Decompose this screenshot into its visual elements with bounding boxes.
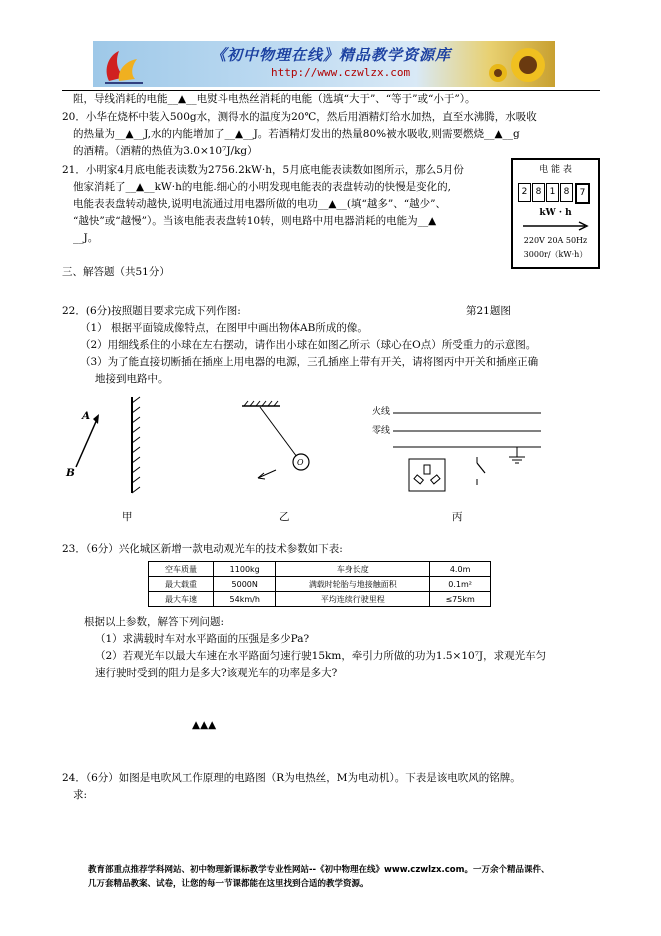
q24-line2: 求: — [73, 789, 88, 801]
q22-stem: 22．(6分)按照题目要求完成下列作图: — [62, 305, 241, 317]
caption-jia: 甲 — [122, 511, 133, 523]
banner-title: 《初中物理在线》精品教学资源库 — [211, 46, 452, 64]
table-cell: 54km/h — [214, 592, 276, 607]
table-cell: ≤75km — [430, 592, 491, 607]
caption-bing: 丙 — [452, 511, 463, 523]
meter-digit: 2 — [518, 183, 531, 202]
table-cell: 最大车速 — [149, 592, 214, 607]
footer-line2: 几万套精品教案、试卷，让您的每一节课都能在这里找到合适的教学资源。 — [88, 879, 369, 889]
q20-line2: 的热量为__▲__J,水的内能增加了__▲__J。若酒精灯发出的热量80%被水吸收,则需要燃烧__▲__g — [73, 128, 520, 140]
logo-icon — [99, 45, 147, 85]
footer — [88, 863, 549, 891]
table-row — [149, 577, 491, 592]
table-cell: 空车质量 — [149, 562, 214, 577]
table-cell: 1100kg — [214, 562, 276, 577]
meter-disc-arrow-icon — [521, 220, 591, 232]
caption-yi: 乙 — [279, 511, 290, 523]
q23-part2-line1: （2）若观光车以最大车速在水平路面匀速行驶15km，牵引力所做的功为1.5×10⁷J，求观光车匀 — [95, 650, 547, 662]
table-cell: 4.0m — [430, 562, 491, 577]
header-rule — [62, 90, 600, 91]
meter-digit: 1 — [546, 183, 559, 202]
table-row — [149, 562, 491, 577]
q23-part2-line2: 速行驶时受到的阻力是多大?该观光车的功率是多大? — [95, 667, 338, 679]
q21-line2: 他家消耗了__▲__kW·h的电能.细心的小明发现电能表的表盘转动的快慢是变化的, — [73, 181, 452, 193]
energy-meter-figure — [511, 158, 600, 269]
meter-spec2: 3000r/（kW·h） — [523, 250, 588, 259]
q19-continuation: 阻，导线消耗的电能__▲__电熨斗电热丝消耗的电能（选填“大于”、“等于”或“小于”）。 — [73, 93, 476, 105]
section-3-heading: 三、解答题（共51分） — [62, 266, 170, 278]
sunflower-icon — [488, 43, 554, 87]
meter-digit: 8 — [532, 183, 545, 202]
circuit-figure — [393, 405, 543, 495]
table-row — [149, 592, 491, 607]
footer-line1: 教育部重点推荐学科网站、初中物理新课标教学专业性网站--《初中物理在线》www.czwlzx.com。一万余个精品课件、 — [88, 865, 550, 875]
banner-url: http://www.czwlzx.com — [271, 66, 411, 79]
meter-digit: 7 — [575, 183, 590, 204]
q20-line3: 的酒精。（酒精的热值为3.0×10⁷J/kg） — [73, 145, 258, 157]
q24-line1: 24．（6分）如图是电吹风工作原理的电路图（R为电热丝，M为电动机）。下表是该电吹风的铭牌。 — [62, 772, 521, 784]
label-live-wire: 火线 — [372, 407, 391, 417]
q21-line3: 电能表表盘转动越快,说明电流通过用电器所做的电功__▲__(填“越多”、“越少”、 — [73, 198, 446, 210]
pendulum-figure — [238, 400, 318, 480]
mirror-figure — [62, 395, 152, 495]
q22-part2: （2）用细线系住的小球在左右摆动，请作出小球在如图乙所示（球心在O点）所受重力的示意图。 — [80, 339, 537, 351]
q21-line5: __J。 — [73, 232, 99, 244]
q21-line1: 21．小明家4月底电能表读数为2756.2kW·h，5月底电能表读数如图所示，那么5月份 — [62, 164, 464, 176]
meter-unit: kW · h — [539, 208, 572, 218]
label-a: A — [82, 410, 91, 422]
meter-spec1: 220V 20A 50Hz — [523, 236, 588, 245]
label-neutral-wire: 零线 — [372, 426, 391, 436]
table-cell: 最大载重 — [149, 577, 214, 592]
meter-title: 电 能 表 — [539, 165, 572, 175]
label-o: O — [297, 458, 304, 467]
label-b: B — [66, 467, 75, 479]
answer-placeholder: ▲▲▲ — [192, 719, 217, 731]
q21-figure-caption: 第21题图 — [466, 305, 511, 317]
q20-line1: 20．小华在烧杯中装入500g水，测得水的温度为20℃，然后用酒精灯给水加热，直至水沸腾，水吸收 — [62, 111, 537, 123]
q23-part1: （1）求满载时车对水平路面的压强是多少Pa? — [95, 633, 310, 645]
q23-intro: 根据以上参数，解答下列问题: — [84, 616, 225, 628]
meter-digit: 8 — [560, 183, 573, 202]
q21-line4: “越快”或“越慢”）。当该电能表表盘转10转，则电路中用电器消耗的电能为__▲ — [73, 215, 437, 227]
table-cell: 平均连续行驶里程 — [276, 592, 430, 607]
table-cell: 0.1m² — [430, 577, 491, 592]
header-banner — [93, 41, 555, 87]
spec-table — [148, 561, 491, 607]
q22-part3-line1: （3）为了能直接切断插在插座上用电器的电源，三孔插座上带有开关，请将图丙中开关和插座正确 — [80, 356, 539, 368]
table-cell: 5000N — [214, 577, 276, 592]
table-cell: 满载时轮胎与地接触面积 — [276, 577, 430, 592]
q22-part1: （1） 根据平面镜成像特点，在图甲中画出物体AB所成的像。 — [80, 322, 368, 334]
table-cell: 车身长度 — [276, 562, 430, 577]
q22-part3-line2: 地接到电路中。 — [95, 373, 169, 385]
q23-stem: 23．（6分）兴化城区新增一款电动观光车的技术参数如下表: — [62, 543, 343, 555]
